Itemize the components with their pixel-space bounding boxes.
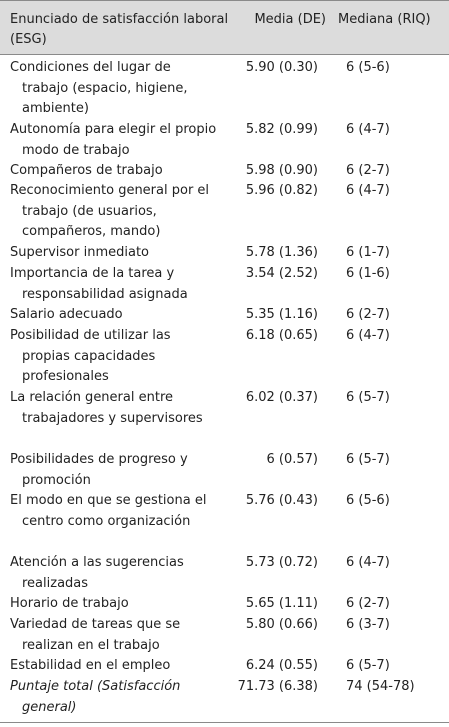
table-row — [0, 553, 449, 594]
row-median-iqr: 6 (1-6) — [346, 266, 390, 281]
row-median-iqr: 6 (5-7) — [346, 390, 390, 405]
row-mean-sd: 5.65 (1.11) — [245, 596, 318, 611]
row-mean-sd: 5.35 (1.16) — [245, 307, 318, 322]
table-header — [0, 0, 449, 55]
row-mean-sd: 5.78 (1.36) — [245, 245, 318, 260]
row-statement: Variedad de tareas que se realizan en el trabajo — [10, 617, 181, 653]
row-median-iqr: 6 (5-6) — [346, 493, 390, 508]
table-row — [0, 120, 449, 161]
row-median-iqr: 6 (4-7) — [346, 555, 390, 570]
row-median-iqr: 6 (1-7) — [346, 245, 390, 260]
row-statement: El modo en que se gestiona el centro como organización — [10, 493, 207, 529]
table-row — [0, 326, 449, 388]
table-row — [0, 656, 449, 677]
row-mean-sd: 3.54 (2.52) — [245, 266, 318, 281]
row-mean-sd: 71.73 (6.38) — [237, 679, 318, 694]
row-mean-sd: 5.96 (0.82) — [245, 183, 318, 198]
row-median-iqr: 6 (4-7) — [346, 183, 390, 198]
table-row — [0, 243, 449, 264]
row-statement: Atención a las sugerencias realizadas — [10, 555, 184, 591]
table-row — [0, 615, 449, 656]
row-mean-sd: 5.80 (0.66) — [245, 617, 318, 632]
row-statement: Autonomía para elegir el propio modo de trabajo — [10, 122, 217, 158]
row-mean-sd: 5.82 (0.99) — [245, 122, 318, 137]
row-statement: La relación general entre trabajadores y supervisores — [10, 390, 203, 426]
row-median-iqr: 6 (3-7) — [346, 617, 390, 632]
row-median-iqr: 6 (5-7) — [346, 658, 390, 673]
row-mean-sd: 6.24 (0.55) — [245, 658, 318, 673]
row-mean-sd: 6.18 (0.65) — [245, 328, 318, 343]
table-row — [0, 264, 449, 305]
table-row-total — [0, 677, 449, 718]
row-median-iqr: 6 (4-7) — [346, 122, 390, 137]
row-mean-sd: 6.02 (0.37) — [245, 390, 318, 405]
header-statement: Enunciado de satisfacción laboral (ESG) — [10, 12, 229, 47]
row-statement: Supervisor inmediato — [10, 245, 149, 260]
row-median-iqr: 6 (5-6) — [346, 60, 390, 75]
row-statement: Importancia de la tarea y responsabilidad asignada — [10, 266, 188, 302]
row-statement: Reconocimiento general por el trabajo (de usuarios, compañeros, mando) — [10, 183, 210, 240]
row-mean-sd: 5.76 (0.43) — [245, 493, 318, 508]
row-statement: Posibilidades de progreso y promoción — [10, 452, 188, 488]
bottom-rule — [0, 722, 449, 723]
table-row — [0, 161, 449, 181]
row-median-iqr: 74 (54-78) — [346, 679, 415, 694]
row-statement: Posibilidad de utilizar las propias capacidades profesionales — [10, 328, 171, 385]
row-statement: Estabilidad en el empleo — [10, 658, 171, 673]
row-median-iqr: 6 (2-7) — [346, 307, 390, 322]
row-statement: Horario de trabajo — [10, 596, 129, 611]
table-row — [0, 450, 449, 491]
table-row — [0, 58, 449, 120]
row-mean-sd: 5.73 (0.72) — [245, 555, 318, 570]
table-row — [0, 305, 449, 326]
row-median-iqr: 6 (2-7) — [346, 163, 390, 178]
table-row — [0, 491, 449, 553]
table-body — [0, 58, 449, 718]
row-median-iqr: 6 (2-7) — [346, 596, 390, 611]
header-median-iqr: Mediana (RIQ) — [338, 12, 431, 27]
row-statement: Condiciones del lugar de trabajo (espacio, higiene, ambiente) — [10, 60, 188, 117]
row-mean-sd: 6 (0.57) — [266, 452, 318, 467]
row-mean-sd: 5.90 (0.30) — [245, 60, 318, 75]
table-row — [0, 181, 449, 243]
table-row — [0, 594, 449, 615]
table-row — [0, 388, 449, 450]
row-statement: Compañeros de trabajo — [10, 163, 163, 178]
row-statement: Salario adecuado — [10, 307, 123, 322]
header-mean-sd: Media (DE) — [254, 12, 326, 27]
row-mean-sd: 5.98 (0.90) — [245, 163, 318, 178]
row-statement: Puntaje total (Satisfacción general) — [10, 679, 181, 715]
row-median-iqr: 6 (4-7) — [346, 328, 390, 343]
row-median-iqr: 6 (5-7) — [346, 452, 390, 467]
